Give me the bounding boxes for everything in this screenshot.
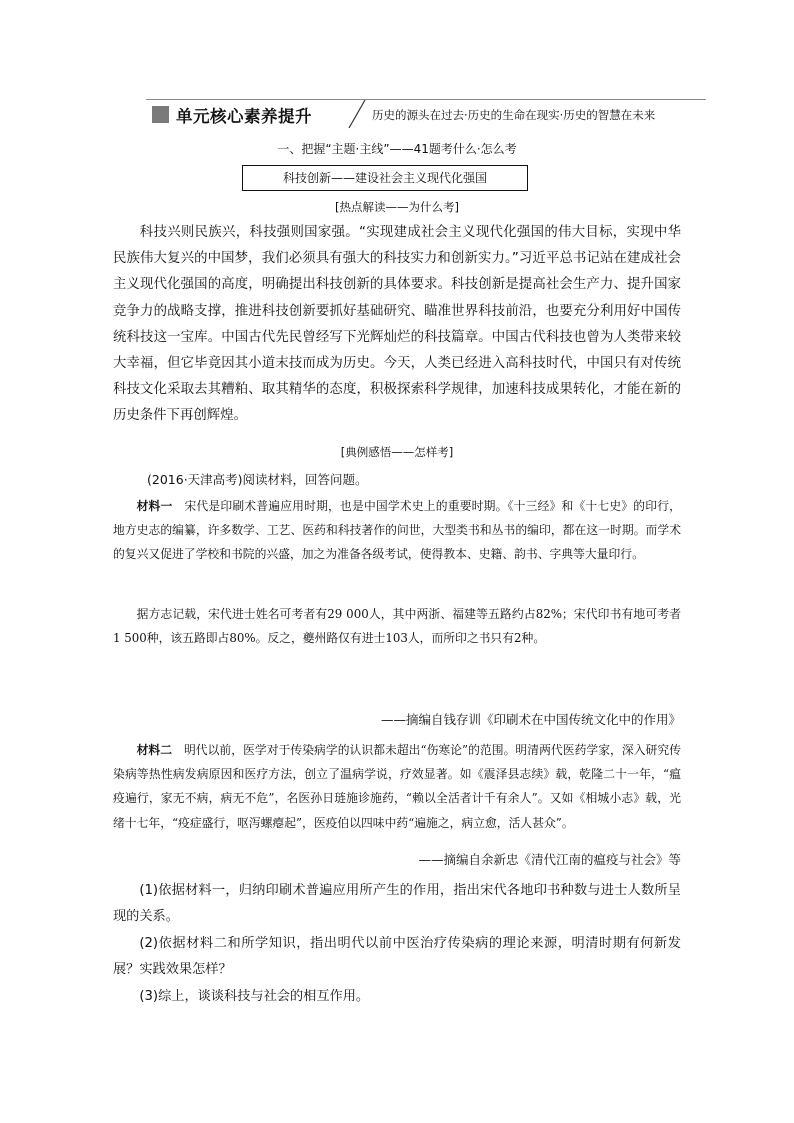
material1-label: 材料一 <box>136 499 173 513</box>
material1-paragraph <box>113 494 681 567</box>
header-motto: 历史的源头在过去·历史的生命在现实·历史的智慧在未来 <box>372 108 656 122</box>
question-3: (3)综上，谈谈科技与社会的相互作用。 <box>139 989 370 1004</box>
material1-paragraph2: 据方志记载，宋代进士姓名可考者有29 000人，其中两浙、福建等五路约占82%；宋代印书有地可考者1 500种，该五路即占80%。反之，夔州路仅有进士103人，而所印之书只有2种。 <box>113 607 681 646</box>
material2-source: ——摘编自余新忠《清代江南的瘟疫与社会》等 <box>418 852 681 867</box>
question-2: (2)依据材料二和所学知识，指出明代以前中医治疗传染病的理论来源，明清时期有何新发展？实践效果怎样？ <box>113 936 681 977</box>
material1-text: 宋代是印刷术普遍应用时期，也是中国学术史上的重要时期。《十三经》和《十七史》的印行，地方史志的编纂，许多数学、工艺、医药和科技著作的问世，大型类书和丛书的编印，都在这一时期。而学术的复兴又促进了学校和书院的兴盛，加之为准备各级考试，使得教本、史籍、韵书、字典等大量印行。 <box>113 499 681 562</box>
header-rule <box>146 99 706 100</box>
main-paragraph: 科技兴则民族兴，科技强则国家强。“实现建成社会主义现代化强国的伟大目标，实现中华民族伟大复兴的中国梦，我们必须具有强大的科技实力和创新实力。”习近平总书记站在建成社会主义现代化强国的高度，明确提出科技创新的具体要求。科技创新是提高社会生产力、提升国家竞争力的战略支撑，推进科技创新要抓好基础研究、瞄准世界科技前沿，也要充分利用好中国传统科技这一宝库。中国古代先民曾经写下光辉灿烂的科技篇章。中国古代科技也曾为人类带来较大幸福，但它毕竟因其小道末技而成为历史。今天，人类已经进入高科技时代，中国只有对传统科技文化采取去其糟粕、取其精华的态度，积极探索科学规律，加速科技成果转化，才能在新的历史条件下再创辉煌。 <box>113 225 681 424</box>
question-1: (1)依据材料一，归纳印刷术普遍应用所产生的作用，指出宋代各地印书种数与进士人数所呈现的关系。 <box>113 883 681 924</box>
example-heading: [典例感悟——怎样考] <box>340 445 454 459</box>
hot-point-heading: [热点解读——为什么考] <box>335 200 459 214</box>
material2-text: 明代以前，医学对于传染病学的认识都未超出“伤寒论”的范围。明清两代医药学家，深入研究传染病等热性病发病原因和医疗方法，创立了温病学说，疗效显著。如《震泽县志续》载，乾隆二十一年，“瘟疫遍行，家无不病，病无不危”，名医孙日琏施诊施药，“赖以全活者计千有余人”。又如《相城小志》载，光绪十七年，“疫症盛行，呕泻螺瘪起”，医疫伯以四味中药“遍施之，病立愈，活人甚众”。 <box>113 743 681 830</box>
header-slash-divider <box>341 98 371 130</box>
material2-label: 材料二 <box>136 743 173 757</box>
material1-source: ——摘编自钱存训《印刷术在中国传统文化中的作用》 <box>380 712 681 727</box>
topic-box: 科技创新——建设社会主义现代化强国 <box>242 165 528 191</box>
header-square-icon <box>152 106 169 123</box>
unit-title: 单元核心素养提升 <box>176 107 312 126</box>
exam-intro: (2016·天津高考)阅读材料，回答问题。 <box>147 472 368 487</box>
section-title: 一、把握“主题·主线”——41题考什么·怎么考 <box>277 142 517 156</box>
material2-paragraph <box>113 738 681 835</box>
